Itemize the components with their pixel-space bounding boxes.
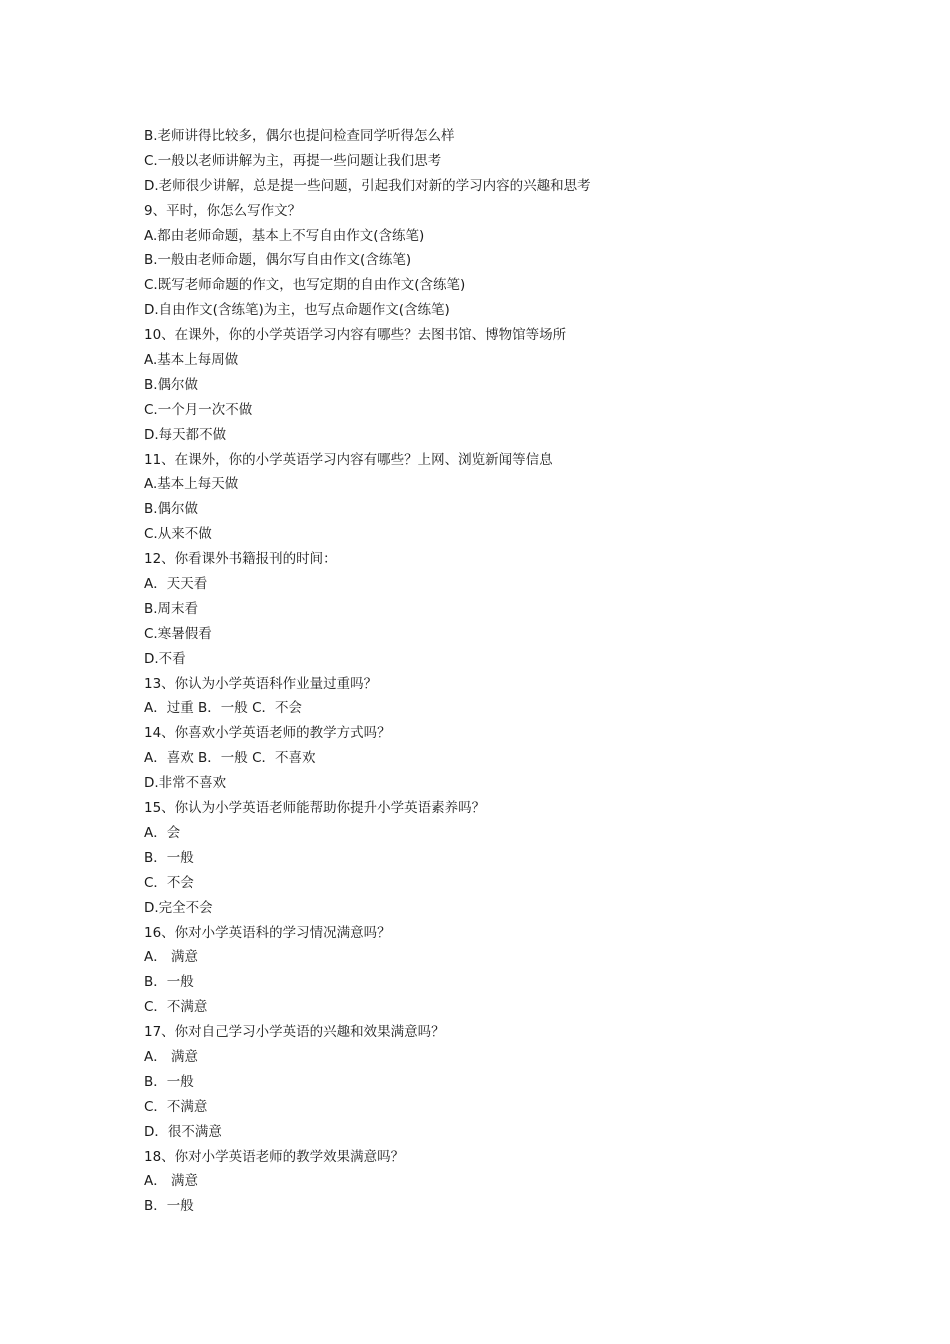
option-line: A．天天看 — [144, 576, 208, 593]
option-line: B．一般 — [144, 1073, 194, 1090]
question-line: 12、你看课外书籍报刊的时间： — [144, 551, 337, 568]
option-line: A.都由老师命题，基本上不写自由作文(含练笔) — [144, 227, 425, 244]
option-line: C．不满意 — [144, 1098, 208, 1115]
option-line: D.非常不喜欢 — [144, 775, 227, 792]
question-line: 10、在课外，你的小学英语学习内容有哪些？去图书馆、博物馆等场所 — [144, 327, 567, 344]
question-line: 16、你对小学英语科的学习情况满意吗？ — [144, 924, 391, 941]
option-line: B.周末看 — [144, 600, 199, 617]
option-line: C.既写老师命题的作文，也写定期的自由作文(含练笔) — [144, 277, 466, 294]
option-line: A.基本上每天做 — [144, 476, 239, 493]
question-line: 9、平时，你怎么写作文？ — [144, 202, 302, 219]
option-line: A．喜欢 B．一般 C．不喜欢 — [144, 750, 316, 767]
option-line: A． 满意 — [144, 1048, 199, 1065]
question-line: 13、你认为小学英语科作业量过重吗？ — [144, 675, 378, 692]
option-line: C.寒暑假看 — [144, 625, 212, 642]
option-line: A．过重 B．一般 C．不会 — [144, 700, 303, 717]
question-line: 11、在课外，你的小学英语学习内容有哪些？上网、浏览新闻等信息 — [144, 451, 553, 468]
option-line: D.不看 — [144, 650, 186, 667]
option-line: D.自由作文(含练笔)为主，也写点命题作文(含练笔) — [144, 302, 450, 319]
option-line: C.一个月一次不做 — [144, 401, 253, 418]
option-line: A． 满意 — [144, 949, 199, 966]
option-line: A． 满意 — [144, 1173, 199, 1190]
option-line: C.从来不做 — [144, 526, 212, 543]
question-line: 14、你喜欢小学英语老师的教学方式吗？ — [144, 725, 391, 742]
option-line: B.偶尔做 — [144, 501, 199, 518]
document-body — [144, 124, 824, 1219]
question-line: 17、你对自己学习小学英语的兴趣和效果满意吗？ — [144, 1024, 445, 1041]
option-line: A.基本上每周做 — [144, 352, 239, 369]
option-line: D.每天都不做 — [144, 426, 227, 443]
option-line: C．不满意 — [144, 999, 208, 1016]
option-line: B.偶尔做 — [144, 376, 199, 393]
option-line: D．很不满意 — [144, 1123, 222, 1140]
option-line: B.一般由老师命题，偶尔写自由作文(含练笔) — [144, 252, 412, 269]
option-line: C.一般以老师讲解为主，再提一些问题让我们思考 — [144, 152, 442, 169]
question-line: 18、你对小学英语老师的教学效果满意吗？ — [144, 1148, 405, 1165]
question-line: 15、你认为小学英语老师能帮助你提升小学英语素养吗？ — [144, 800, 486, 817]
option-line: B.老师讲得比较多，偶尔也提问检查同学听得怎么样 — [144, 128, 455, 144]
option-line: B．一般 — [144, 974, 194, 991]
option-line: B．一般 — [144, 1198, 194, 1215]
option-line: A．会 — [144, 824, 181, 841]
option-line: D.完全不会 — [144, 899, 213, 916]
option-line: B．一般 — [144, 849, 194, 866]
option-line: C．不会 — [144, 874, 194, 891]
option-line: D.老师很少讲解，总是提一些问题，引起我们对新的学习内容的兴趣和思考 — [144, 177, 591, 194]
